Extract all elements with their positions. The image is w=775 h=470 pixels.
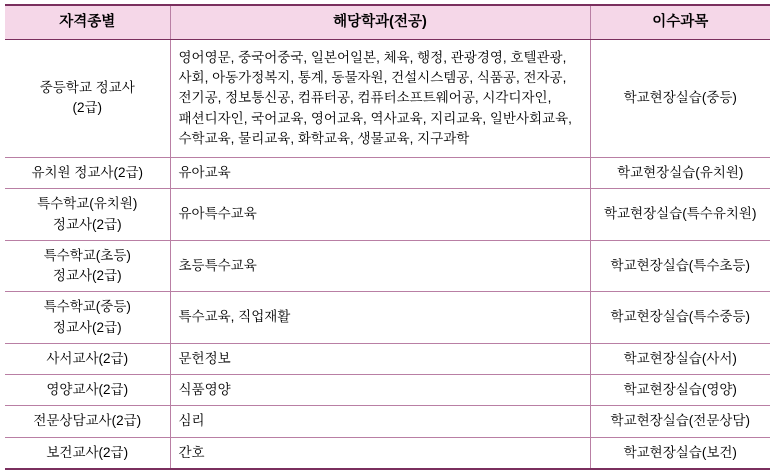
cell-certification: 특수학교(중등) 정교사(2급)	[5, 292, 170, 344]
cell-course: 학교현장실습(중등)	[590, 39, 770, 157]
cell-certification: 영양교사(2급)	[5, 375, 170, 406]
table-row	[5, 406, 770, 437]
cell-course: 학교현장실습(특수중등)	[590, 292, 770, 344]
cell-course: 학교현장실습(특수초등)	[590, 240, 770, 292]
qualification-table	[5, 4, 770, 470]
cell-major: 식품영양	[170, 375, 590, 406]
cell-major: 문헌정보	[170, 343, 590, 374]
table-row	[5, 375, 770, 406]
table-header-row	[5, 5, 770, 39]
cell-major: 유아교육	[170, 158, 590, 189]
cell-major: 특수교육, 직업재활	[170, 292, 590, 344]
table-row	[5, 158, 770, 189]
cell-course: 학교현장실습(보건)	[590, 437, 770, 469]
table-row	[5, 189, 770, 241]
cell-course: 학교현장실습(전문상담)	[590, 406, 770, 437]
cell-certification: 유치원 정교사(2급)	[5, 158, 170, 189]
cell-major: 초등특수교육	[170, 240, 590, 292]
column-header-major: 해당학과(전공)	[170, 5, 590, 39]
cell-certification: 전문상담교사(2급)	[5, 406, 170, 437]
cell-certification: 특수학교(초등) 정교사(2급)	[5, 240, 170, 292]
cell-major: 유아특수교육	[170, 189, 590, 241]
cell-course: 학교현장실습(유치원)	[590, 158, 770, 189]
cell-certification: 보건교사(2급)	[5, 437, 170, 469]
table-row	[5, 343, 770, 374]
table-row	[5, 292, 770, 344]
cell-course: 학교현장실습(특수유치원)	[590, 189, 770, 241]
cell-course: 학교현장실습(사서)	[590, 343, 770, 374]
cell-major: 간호	[170, 437, 590, 469]
table-row	[5, 437, 770, 469]
table-row	[5, 39, 770, 157]
table-body	[5, 39, 770, 469]
cell-certification: 특수학교(유치원) 정교사(2급)	[5, 189, 170, 241]
cell-major: 심리	[170, 406, 590, 437]
cell-course: 학교현장실습(영양)	[590, 375, 770, 406]
column-header-course: 이수과목	[590, 5, 770, 39]
table-header	[5, 5, 770, 39]
column-header-certification: 자격종별	[5, 5, 170, 39]
cell-major: 영어영문, 중국어중국, 일본어일본, 체육, 행정, 관광경영, 호텔관광, 사회, 아동가정복지, 통계, 동물자원, 건설시스템공, 식품공, 전자공, 전기공, 정보통신공, 컴퓨터공, 컴퓨터소프트웨어공, 시각디자인, 패션디자인, 국어교육, 영어교육, 역사교육, 지리교육, 일반사회교육, 수학교육, 물리교육, 화학교육, 생물교육, 지구과학	[170, 39, 590, 157]
table-row	[5, 240, 770, 292]
cell-certification: 중등학교 정교사 (2급)	[5, 39, 170, 157]
cell-certification: 사서교사(2급)	[5, 343, 170, 374]
